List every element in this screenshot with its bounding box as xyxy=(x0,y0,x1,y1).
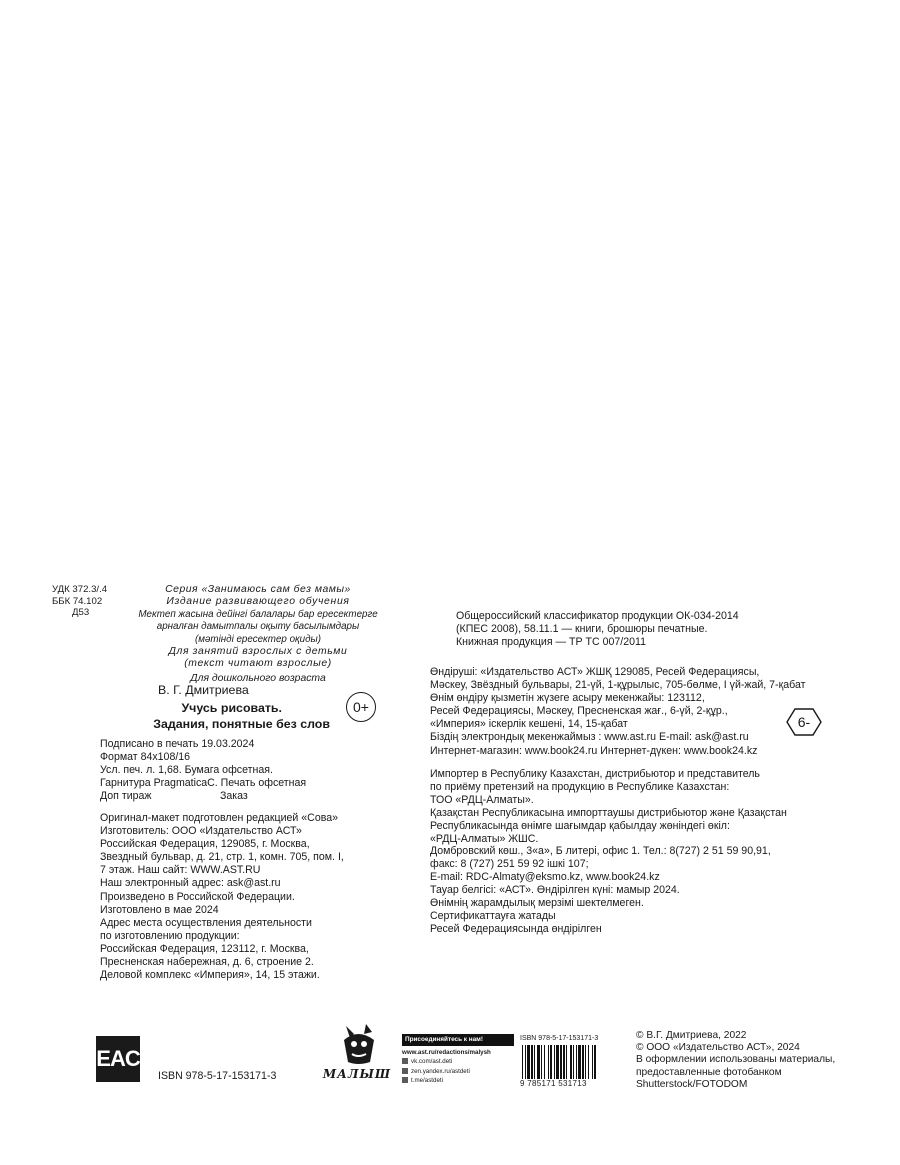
producer-line: по изготовлению продукции: xyxy=(100,929,240,942)
kz-line: Мәскеу, Звёздный бульвары, 21-үй, 1-құрылыс, 705-бөлме, I үй-жай, 7-қабат xyxy=(430,679,806,692)
series-line: (текст читают взрослые) xyxy=(184,658,332,670)
barcode-block xyxy=(520,1034,624,1088)
importer-line: Тауар белгісі: «АСТ». Өндірілген күні: мамыр 2024. xyxy=(430,884,680,897)
malysh-logo-text: МАЛЫШ xyxy=(322,1067,392,1081)
isbn-left: ISBN 978-5-17-153171-3 xyxy=(158,1070,277,1082)
producer-line: Российская Федерация, 123112, г. Москва, xyxy=(100,942,309,955)
copyright-line: © ООО «Издательство АСТ», 2024 xyxy=(636,1042,800,1054)
classification-codes xyxy=(52,584,112,619)
producer-line: 7 этаж. Наш сайт: WWW.AST.RU xyxy=(100,864,261,877)
kz-line: Интернет-магазин: www.book24.ru Интернет-дүкен: www.book24.kz xyxy=(430,744,758,757)
join-url[interactable]: www.ast.ru/redactions/malysh xyxy=(402,1048,491,1056)
kz-line: Ресей Федерациясы, Мәскеу, Пресненская жағ., 6-үй, 2-құр., xyxy=(430,705,728,718)
series-line: Серия «Занимаюсь сам без мамы» xyxy=(165,584,351,595)
kz-line: Өндіруші: «Издательство АСТ» ЖШҚ 129085, Ресей Федерациясы, xyxy=(430,666,760,678)
producer-line: Изготовитель: ООО «Издательство АСТ» xyxy=(100,825,302,838)
series-line: Для занятий взрослых с детьми xyxy=(168,646,348,658)
producer-block xyxy=(100,812,344,982)
join-us-block xyxy=(402,1034,514,1086)
series-line: Для дошкольного возраста xyxy=(190,672,326,684)
print-info xyxy=(100,738,306,803)
vk-icon xyxy=(402,1058,408,1064)
importer-block xyxy=(430,768,787,936)
copyright-line: © В.Г. Дмитриева, 2022 xyxy=(636,1030,747,1041)
eac-icon: EAC xyxy=(96,1046,140,1071)
bbk-code: ББК 74.102 xyxy=(52,595,103,607)
join-link-zen[interactable]: zen.yandex.ru/astdeti xyxy=(402,1067,514,1077)
classifier-line: (КПЕС 2008), 58.11.1 — книги, брошюры печатные. xyxy=(456,622,708,635)
malysh-logo xyxy=(322,1020,392,1082)
copyright-line: В оформлении использованы материалы, xyxy=(636,1054,836,1066)
producer-line: Наш электронный адрес: ask@ast.ru xyxy=(100,877,281,890)
importer-line: Республикасында өнімге шағымдар қабылдау жөніндегі өкіл: xyxy=(430,819,730,832)
importer-line: Ресей Федерациясында өндірілген xyxy=(430,922,602,935)
importer-line: Қазақстан Республикасына импорттаушы дистрибьютор және Қазақстан xyxy=(430,806,787,819)
producer-line: Российская Федерация, 129085, г. Москва, xyxy=(100,838,310,851)
importer-line: по приёму претензий на продукцию в Республике Казахстан: xyxy=(430,780,730,793)
join-header: Присоединяйтесь к нам! xyxy=(402,1034,514,1046)
book-title xyxy=(100,700,330,732)
importer-line: Өнімнің жарамдылық мерзімі шектелмеген. xyxy=(430,897,644,910)
print-info-line: Формат 84x108/16 xyxy=(100,750,191,763)
kz-line: Біздің электрондық мекенжаймыз : www.ast.ru E-mail: ask@ast.ru xyxy=(430,731,749,744)
udk-code: УДК 372.3/.4 xyxy=(52,584,108,595)
age-rating-text: 0+ xyxy=(353,699,369,715)
join-link-telegram[interactable]: t.me/astdeti xyxy=(402,1076,514,1086)
kz-producer-block xyxy=(430,666,805,758)
producer-line: Звездный бульвар, д. 21, стр. 1, комн. 705, пом. I, xyxy=(100,851,344,864)
series-line: арналған дамытпалы оқыту басылымдары xyxy=(156,621,360,633)
producer-line: Изготовлено в мае 2024 xyxy=(100,903,219,916)
producer-line: Деловой комплекс «Империя», 14, 15 этажи. xyxy=(100,969,320,982)
series-block xyxy=(118,584,398,685)
classifier-line: Книжная продукция — ТР ТС 007/2011 xyxy=(456,635,646,648)
print-info-line: Усл. печ. л. 1,68. Бумага офсетная. xyxy=(100,763,273,776)
importer-line: Сертификаттауға жатады xyxy=(430,909,556,922)
copyright-line: Shutterstock/FOTODOM xyxy=(636,1078,748,1090)
producer-line: Произведено в Российской Федерации. xyxy=(100,890,295,903)
age-rating-badge xyxy=(346,692,376,722)
producer-line: Адрес места осуществления деятельности xyxy=(100,916,312,929)
mascot-icon xyxy=(336,1020,382,1066)
print-info-line: Подписано в печать 19.03.2024 xyxy=(100,738,255,750)
print-info-line: Гарнитура PragmaticaC. Печать офсетная xyxy=(100,776,307,789)
title-line: Учусь рисовать. xyxy=(181,701,282,715)
classifier-line: Общероссийский классификатор продукции ОК-034-2014 xyxy=(456,610,739,622)
kz-age-text: 6- xyxy=(797,714,811,730)
kz-age-badge xyxy=(786,708,822,736)
producer-line: Оригинал-макет подготовлен редакцией «Сова» xyxy=(100,812,339,824)
barcode-icon xyxy=(520,1045,620,1079)
telegram-icon xyxy=(402,1077,408,1083)
dop-tirazh-label: Доп тираж xyxy=(100,789,152,802)
zen-icon xyxy=(402,1068,408,1074)
producer-line: Пресненская набережная, д. 6, строение 2. xyxy=(100,956,314,969)
join-link-vk[interactable]: vk.com/ast.deti xyxy=(402,1057,514,1067)
series-line: Мектеп жасына дейінгі балалары бар ересектерге xyxy=(138,608,378,620)
print-run-row xyxy=(100,790,306,803)
series-line: Издание развивающего обучения xyxy=(166,596,350,608)
importer-line: факс: 8 (727) 251 59 92 ішкі 107; xyxy=(430,858,589,871)
barcode-isbn: ISBN 978-5-17-153171-3 xyxy=(520,1035,599,1042)
barcode-digits: 9 785171 531713 xyxy=(520,1078,587,1088)
importer-line: Домбровский көш., 3«а», Б литері, офис 1. Тел.: 8(727) 2 51 59 90,91, xyxy=(430,845,771,858)
importer-line: «РДЦ-Алматы» ЖШС. xyxy=(430,832,539,845)
author-mark: Д53 xyxy=(72,607,90,619)
order-label: Заказ xyxy=(220,789,248,802)
copyright-line: предоставленные фотобанком xyxy=(636,1066,782,1078)
classifier-block xyxy=(456,610,739,649)
kz-line: «Империя» іскерлік кешені, 14, 15-қабат xyxy=(430,718,628,731)
eac-mark xyxy=(96,1036,140,1082)
importer-line: ТОО «РДЦ-Алматы». xyxy=(430,793,534,806)
kz-line: Өнім өндіру қызметін жүзеге асыру мекенжайы: 123112, xyxy=(430,692,705,705)
importer-line: E-mail: RDC-Almaty@eksmo.kz, www.book24.kz xyxy=(430,871,660,884)
series-line: (мәтінді ересектер оқиды) xyxy=(195,633,321,645)
author-name: В. Г. Дмитриева xyxy=(158,683,249,697)
importer-line: Импортер в Республику Казахстан, дистрибьютор и представитель xyxy=(430,768,760,780)
title-line: Задания, понятные без слов xyxy=(153,717,330,731)
copyright-block xyxy=(636,1030,835,1091)
